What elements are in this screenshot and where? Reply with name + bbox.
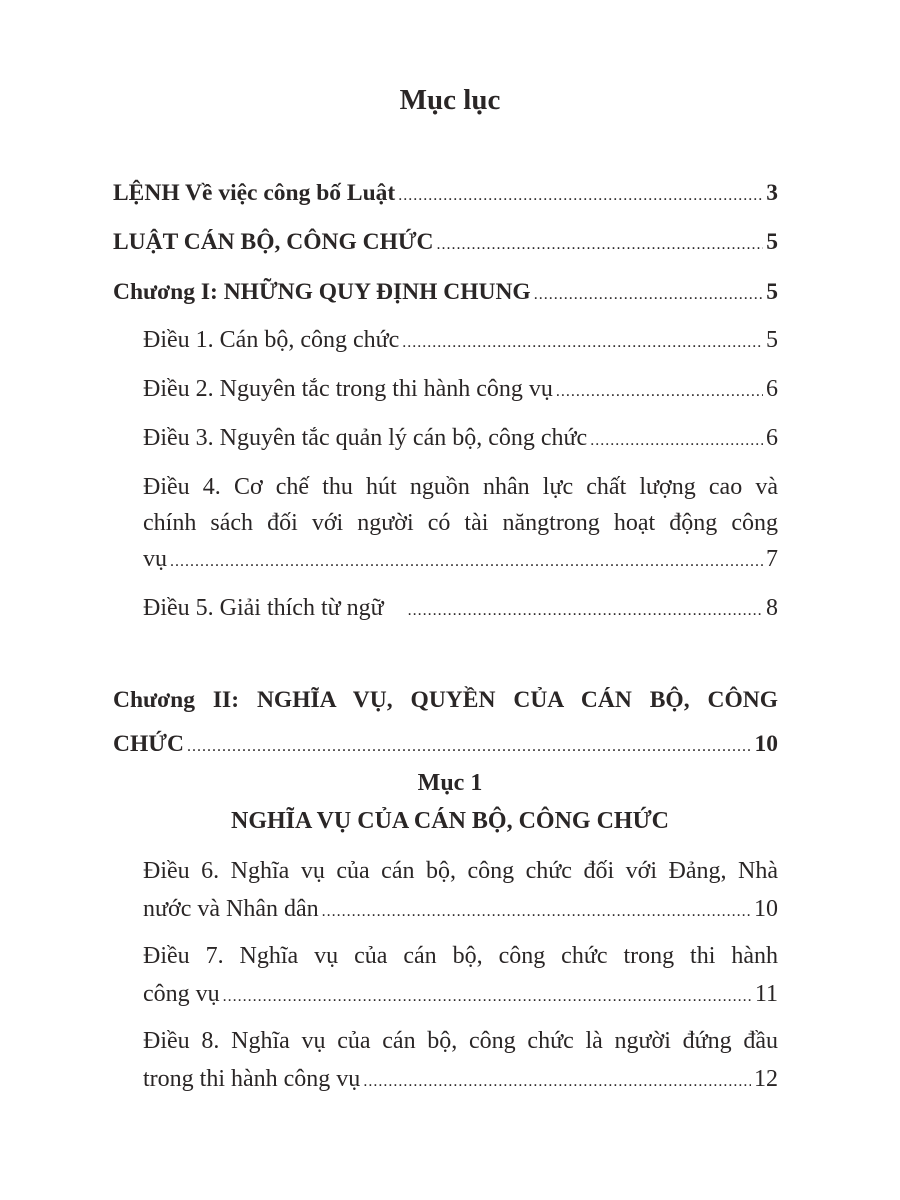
toc-entry-text: vụ (143, 546, 167, 572)
toc-page-number: 12 (754, 1066, 778, 1092)
toc-entry-text: LỆNH Về việc công bố Luật (113, 180, 396, 206)
dot-leader (534, 277, 764, 313)
toc-entry-text: Điều 8. Nghĩa vụ của cán bộ, công chức là người đứng đầu (143, 1028, 778, 1054)
toc-entry[interactable] (113, 678, 778, 769)
toc-page-number: 5 (766, 229, 778, 255)
toc-page-number: 8 (766, 595, 778, 621)
toc-page-number: 10 (754, 731, 778, 757)
toc-entry-text: Điều 4. Cơ chế thu hút nguồn nhân lực chất lượng cao và (143, 474, 778, 500)
toc-entry[interactable] (113, 274, 778, 313)
toc-entry-text: Chương II: NGHĨA VỤ, QUYỀN CỦA CÁN BỘ, CÔNG (113, 687, 778, 713)
toc-entry[interactable] (143, 322, 778, 361)
toc-entry[interactable] (143, 420, 778, 459)
toc-page-number: 7 (766, 546, 778, 572)
toc-page-number: 5 (766, 327, 778, 353)
dot-leader (223, 978, 752, 1016)
toc-page-number: 10 (754, 896, 778, 922)
toc-page-number: 3 (766, 180, 778, 206)
section-label: Mục 1 (417, 770, 483, 796)
toc-entry-text: chính sách đối với người có tài năngtrong hoạt động công (143, 510, 778, 536)
toc-entry-text: Điều 7. Nghĩa vụ của cán bộ, công chức trong thi hành (143, 943, 778, 969)
dot-leader (170, 544, 763, 580)
toc-page-number: 6 (766, 425, 778, 451)
toc-entry[interactable] (143, 469, 778, 580)
dot-leader (590, 423, 763, 459)
dot-leader (437, 227, 764, 263)
section-heading: NGHĨA VỤ CỦA CÁN BỘ, CÔNG CHỨC (230, 808, 670, 834)
toc-entry-text: LUẬT CÁN BỘ, CÔNG CHỨC (113, 229, 434, 255)
toc-entry-text: CHỨC (113, 731, 184, 757)
toc-entry-text: công vụ (143, 981, 220, 1007)
toc-entry-text: Điều 2. Nguyên tắc trong thi hành công vụ (143, 376, 553, 402)
toc-entry[interactable] (143, 590, 778, 629)
toc-entry-text: nước và Nhân dân (143, 896, 319, 922)
dot-leader (556, 374, 763, 410)
toc-entry[interactable] (143, 852, 778, 931)
toc-page-number: 11 (754, 981, 778, 1007)
page-title: Mục lục (399, 84, 501, 116)
toc-entry-text: Chương I: NHỮNG QUY ĐỊNH CHUNG (113, 279, 531, 305)
toc-entry-text: trong thi hành công vụ (143, 1066, 361, 1092)
dot-leader (402, 325, 763, 361)
toc-page-number: 5 (766, 279, 778, 305)
toc-entry-text: Điều 3. Nguyên tắc quản lý cán bộ, công chức (143, 425, 588, 451)
toc-entry-text: Điều 5. Giải thích từ ngữ (143, 595, 384, 621)
dot-leader (322, 893, 751, 931)
dot-leader (187, 725, 752, 769)
toc-page-number: 6 (766, 376, 778, 402)
dot-leader (398, 178, 763, 214)
dot-leader (363, 1063, 751, 1101)
toc-entry-text: Điều 1. Cán bộ, công chức (143, 327, 400, 353)
toc-entry[interactable] (113, 175, 778, 214)
toc-entry[interactable] (143, 371, 778, 410)
dot-leader (408, 593, 763, 629)
toc-entry[interactable] (143, 1022, 778, 1101)
toc-entry-text: Điều 6. Nghĩa vụ của cán bộ, công chức đối với Đảng, Nhà (143, 858, 778, 884)
toc-entry[interactable] (113, 224, 778, 263)
toc-entry[interactable] (143, 937, 778, 1016)
